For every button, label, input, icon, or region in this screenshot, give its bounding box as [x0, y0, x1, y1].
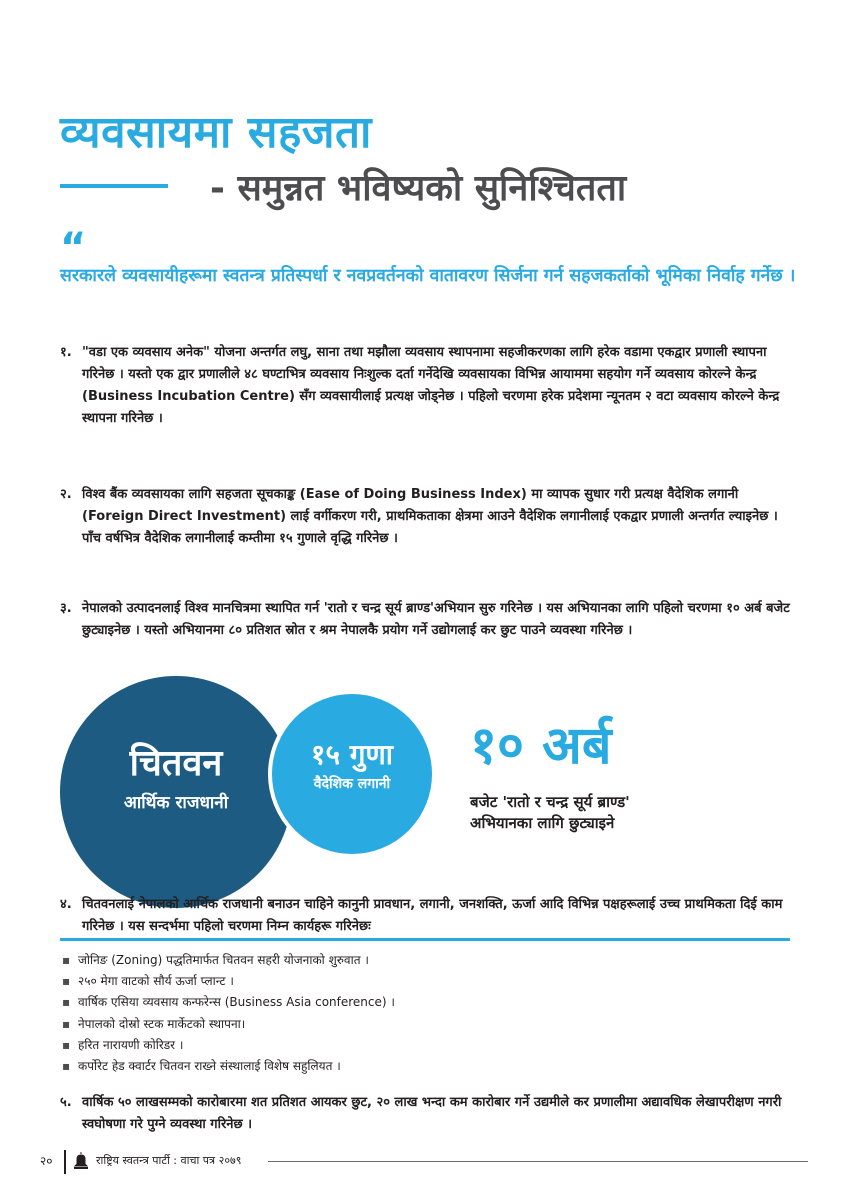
point-text: चितवनलाई नेपालको आर्थिक राजधानी बनाउन चाहिने कानुनी प्रावधान, लगानी, जनशक्ति, ऊर्जा आदि विभिन्न पक्षहरूलाई उच्च प्राथमिकता दिई काम गरिनेछ । यस सन्दर्भमा पहिलो चरणमा निम्न कार्यहरू गरिनेछः	[82, 897, 783, 934]
foreign-investment-circle	[268, 690, 436, 858]
chitwan-action-list	[60, 950, 800, 1077]
circle-caption: वैदेशिक लगानी	[313, 776, 391, 792]
page-title: व्यवसायमा सहजता	[60, 107, 372, 158]
bullet-icon: ▪	[62, 974, 71, 989]
budget-caption-line-1: बजेट 'रातो र चन्द्र सूर्य ब्राण्ड'	[470, 793, 630, 811]
point-3	[60, 598, 800, 642]
point-text: "वडा एक व्यवसाय अनेक" योजना अन्तर्गत लघु, साना तथा मझौला व्यवसाय स्थापनामा सहजीकरणका लागि हरेक वडामा एकद्वार प्रणाली स्थापना गरिनेछ । यस्तो एक द्वार प्रणालीले ४८ घण्टाभित्र व्यवसाय निःशुल्क दर्ता गर्नेदेखि व्यवसायका विभिन्न आयाममा सहयोग गर्ने व्यवसाय कोरल्ने केन्द्र (Business Incubation Centre) सँग व्यवसायीलाई प्रत्यक्ष जोड्नेछ । पहिलो चरणमा हरेक प्रदेशमा न्यूनतम २ वटा व्यवसाय कोरल्ने केन्द्र स्थापना गरिनेछ ।	[82, 345, 780, 426]
quote-mark-icon: “	[60, 225, 87, 271]
point-2	[60, 484, 800, 550]
bell-logo-icon	[72, 1151, 90, 1171]
page-footer	[40, 1150, 809, 1174]
point-1	[60, 342, 800, 430]
point-4	[60, 894, 800, 938]
bullet-icon: ▪	[62, 1016, 71, 1031]
subtitle-row	[60, 162, 800, 212]
point-text: विश्व बैंक व्यवसायका लागि सहजता सूचकाङ्क (Ease of Doing Business Index) मा व्यापक सुधार गरी प्रत्यक्ष वैदेशिक लगानी (Foreign Direct Investment) लाई वर्गीकरण गरी, प्राथमिकताका क्षेत्रमा आउने वैदेशिक लगानीलाई एकद्वार प्रणाली अन्तर्गत ल्याइनेछ । पाँच वर्षभित्र वैदेशिक लगानीलाई कम्तीमा १५ गुणाले वृद्धि गरिनेछ ।	[82, 487, 778, 546]
list-item	[60, 992, 800, 1013]
list-item	[60, 1035, 800, 1056]
list-item-text: कर्पोरेट हेड क्वार्टर चितवन राख्ने संस्थालाई विशेष सहुलियत ।	[78, 1059, 341, 1074]
list-item-text: वार्षिक एसिया व्यवसाय कन्फरेन्स (Business Asia conference) ।	[78, 995, 395, 1010]
point-text: वार्षिक ५० लाखसम्मको कारोबारमा शत प्रतिशत आयकर छुट, २० लाख भन्दा कम कारोबार गर्ने उद्यमीले कर प्रणालीमा अद्यावधिक लेखापरीक्षण नगरी स्वघोषणा गरे पुग्ने व्यवस्था गरिनेछ ।	[82, 1095, 782, 1132]
footer-rule	[268, 1161, 808, 1162]
budget-figure: १० अर्ब	[470, 716, 612, 776]
list-item-text: हरित नारायणी कोरिडर ।	[78, 1037, 184, 1052]
bullet-icon: ▪	[62, 1037, 71, 1052]
point-number: २.	[60, 487, 72, 502]
list-item-text: २५० मेगा वाटको सौर्य ऊर्जा प्लान्ट ।	[78, 974, 234, 989]
circle-headline: चितवन	[129, 743, 223, 784]
chitwan-capital-circle	[60, 676, 292, 908]
list-item-text: जोनिङ (Zoning) पद्धतिमार्फत चितवन सहरी योजनाको शुरुवात ।	[78, 953, 369, 967]
list-item-text: नेपालको दोस्रो स्टक मार्केटको स्थापना।	[78, 1016, 246, 1031]
list-item	[60, 950, 800, 971]
point-number: ३.	[60, 601, 72, 616]
subtitle-accent-line	[60, 184, 168, 188]
circle-caption: आर्थिक राजधानी	[123, 793, 229, 813]
bullet-icon: ▪	[62, 1059, 71, 1074]
page-subtitle: - समुन्नत भविष्यको सुनिश्चितता	[210, 168, 627, 209]
footer-separator	[64, 1150, 66, 1174]
list-item	[60, 971, 800, 992]
footer-publication: राष्ट्रिय स्वतन्त्र पार्टी : वाचा पत्र २०७९	[96, 1154, 242, 1167]
point-number: १.	[60, 345, 72, 360]
list-item	[60, 1056, 800, 1077]
circle-headline: १५ गुणा	[310, 738, 394, 771]
point-number: ५.	[60, 1095, 72, 1110]
point-text: नेपालको उत्पादनलाई विश्व मानचित्रमा स्थापित गर्न 'रातो र चन्द्र सूर्य ब्राण्ड'अभियान सुरु गरिनेछ । यस अभियानका लागि पहिलो चरणमा १० अर्ब बजेट छुट्याइनेछ । यस्तो अभियानमा ८० प्रतिशत स्रोत र श्रम नेपालकै प्रयोग गर्ने उद्योगलाई कर छुट पाउने व्यवस्था गरिनेछ ।	[82, 601, 790, 638]
point-5	[60, 1092, 800, 1136]
bullet-icon: ▪	[62, 953, 71, 967]
budget-caption-line-2: अभियानका लागि छुट्याइने	[470, 814, 615, 832]
point-number: ४.	[60, 897, 72, 912]
bullet-icon: ▪	[62, 995, 71, 1010]
list-item	[60, 1014, 800, 1035]
page-number: २०	[40, 1154, 53, 1168]
pull-quote: सरकारले व्यवसायीहरूमा स्वतन्त्र प्रतिस्पर्धा र नवप्रवर्तनको वातावरण सिर्जना गर्न सहजकर्ताको भूमिका निर्वाह गर्नेछ ।	[60, 266, 796, 286]
section-divider	[60, 938, 790, 941]
